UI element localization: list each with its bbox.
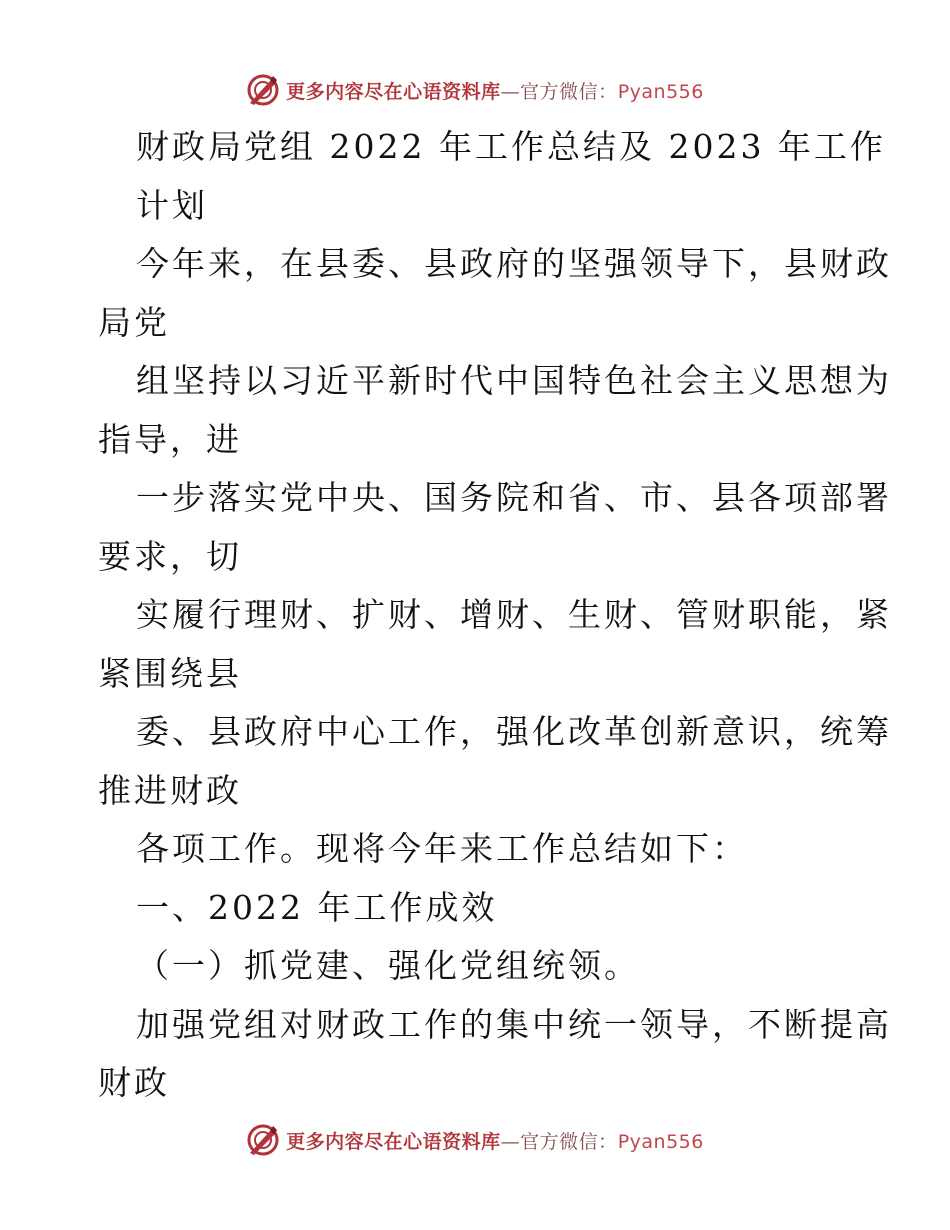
watermark-wechat-label: 官方微信：: [520, 1130, 618, 1153]
document-line: 局党: [98, 302, 170, 342]
document-line: 推进财政: [98, 770, 242, 810]
pen-logo-icon: [246, 1123, 280, 1157]
document-line: 组坚持以习近平新时代中国特色社会主义思想为: [136, 361, 892, 400]
document-line: 指导，进: [98, 419, 242, 459]
document-line: 财政局党组 2022 年工作总结及 2023 年工作: [136, 127, 886, 166]
document-line: 实履行理财、扩财、增财、生财、管财职能，紧: [136, 595, 892, 634]
pen-logo-icon: [246, 73, 280, 107]
document-line: 委、县政府中心工作，强化改革创新意识，统筹: [136, 712, 892, 751]
watermark-text: [286, 77, 704, 104]
watermark-text: [286, 1127, 704, 1154]
watermark-wechat-id: Pyan556: [617, 80, 704, 103]
document-line: 各项工作。现将今年来工作总结如下：: [136, 829, 748, 868]
watermark-wechat-label: 官方微信：: [520, 80, 618, 103]
watermark-separator: —: [500, 1130, 521, 1153]
document-line: 一、2022 年工作成效: [136, 887, 498, 927]
document-line: （一）抓党建、强化党组统领。: [136, 946, 640, 985]
watermark-wechat-id: Pyan556: [617, 1130, 704, 1153]
document-line: 要求，切: [98, 536, 242, 576]
document-line: 今年来，在县委、县政府的坚强领导下，县财政: [136, 244, 892, 283]
document-line: 计划: [136, 185, 208, 225]
document-line: 紧围绕县: [98, 653, 242, 693]
document-line: 加强党组对财政工作的集中统一领导，不断提高: [136, 1004, 892, 1044]
watermark-separator: —: [500, 80, 521, 103]
document-line: 财政: [98, 1063, 170, 1102]
document-line: 一步落实党中央、国务院和省、市、县各项部署: [136, 478, 892, 517]
watermark-library-name: 更多内容尽在心语资料库: [286, 1130, 501, 1153]
watermark-library-name: 更多内容尽在心语资料库: [286, 80, 501, 103]
footer-watermark: [0, 1120, 950, 1160]
header-watermark: [0, 70, 950, 110]
document-body: [98, 118, 892, 1113]
